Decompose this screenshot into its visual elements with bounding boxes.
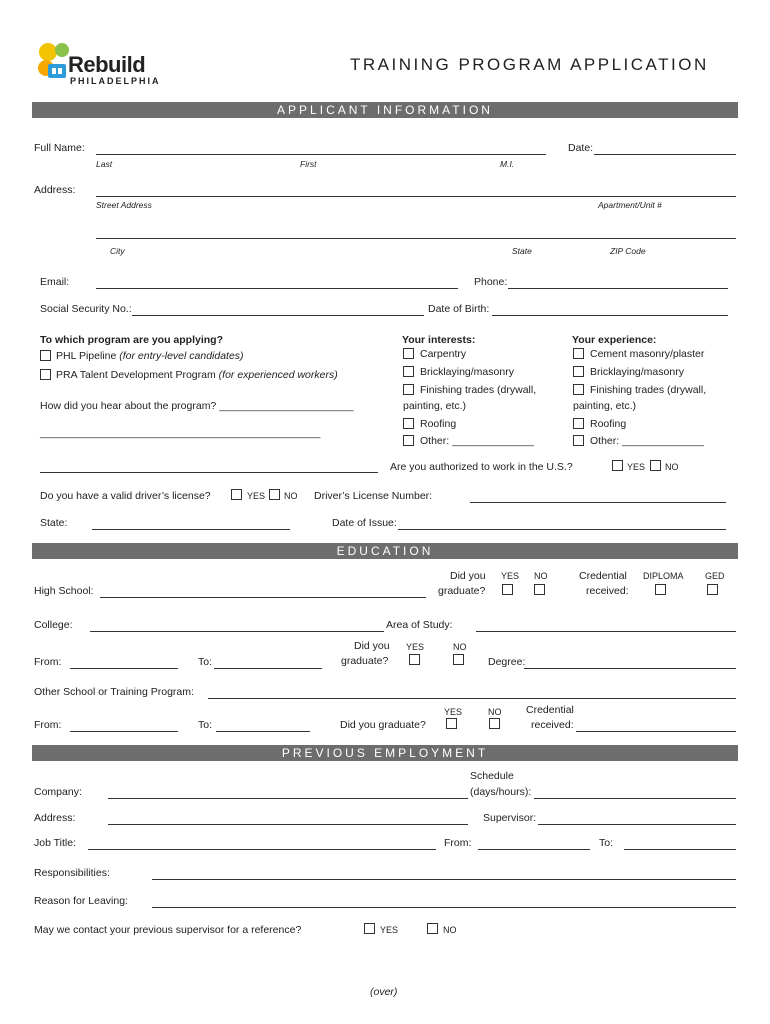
interest-label: Other: ______________ <box>420 435 534 447</box>
company-field[interactable] <box>108 798 468 799</box>
emp-address-field[interactable] <box>108 824 468 825</box>
emp-from-label: From: <box>444 837 472 849</box>
program-question: To which program are you applying? <box>40 334 223 346</box>
other-to-field[interactable] <box>216 731 310 732</box>
college-no-label: NO <box>453 642 467 652</box>
other-yes-label: YES <box>444 707 463 717</box>
ssn-label: Social Security No.: <box>40 303 132 315</box>
other-received: received: <box>531 719 574 731</box>
contact-question: May we contact your previous supervisor for a reference? <box>34 924 302 936</box>
authorized-no-checkbox[interactable] <box>650 460 661 471</box>
area-label: Area of Study: <box>386 619 453 631</box>
college-yes-label: YES <box>406 642 425 652</box>
interest-label: Carpentry <box>420 348 467 360</box>
experience-label: Roofing <box>590 418 627 430</box>
state-caption: State <box>512 246 532 256</box>
experience-label: Bricklaying/masonry <box>590 366 684 378</box>
apt-caption: Apartment/Unit # <box>598 200 662 210</box>
other-school-field[interactable] <box>208 698 736 699</box>
pipeline-note: (for entry-level candidates) <box>119 350 244 362</box>
college-yes-checkbox[interactable] <box>409 654 420 665</box>
job-title-label: Job Title: <box>34 837 77 849</box>
experience-label: Other: ______________ <box>590 435 704 447</box>
license-number-field[interactable] <box>470 502 726 503</box>
other-no-checkbox[interactable] <box>489 718 500 729</box>
authorized-no-label: NO <box>665 462 679 472</box>
college-to-label: To: <box>198 656 213 668</box>
experience-checkbox[interactable] <box>573 435 584 446</box>
interests-title: Your interests: <box>402 334 476 346</box>
days-hours-label: (days/hours): <box>470 786 532 798</box>
schedule-field[interactable] <box>534 798 736 799</box>
interest-checkbox[interactable] <box>403 418 414 429</box>
pra-label: PRA Talent Development Program <box>56 369 216 381</box>
hs-yes-label: YES <box>501 571 520 581</box>
pra-option <box>56 369 338 381</box>
emp-from-field[interactable] <box>478 849 590 850</box>
street-caption: Street Address <box>96 200 152 210</box>
contact-yes-label: YES <box>380 925 399 935</box>
responsibilities-label: Responsibilities: <box>34 867 110 879</box>
college-graduate: graduate? <box>341 655 389 667</box>
other-to-label: To: <box>198 719 213 731</box>
last-caption: Last <box>96 159 113 169</box>
hear-line-2[interactable]: ________________________________________________ <box>40 427 321 439</box>
other-credential: Credential <box>526 704 574 716</box>
authorized-question: Are you authorized to work in the U.S.? <box>390 461 573 473</box>
emp-to-label: To: <box>599 837 614 849</box>
hs-yes-checkbox[interactable] <box>502 584 513 595</box>
issue-field[interactable] <box>398 529 726 530</box>
contact-no-label: NO <box>443 925 457 935</box>
license-yes-checkbox[interactable] <box>231 489 242 500</box>
phone-label: Phone: <box>474 276 508 288</box>
college-to-field[interactable] <box>214 668 322 669</box>
other-from-field[interactable] <box>70 731 178 732</box>
pipeline-label: PHL Pipeline <box>56 350 117 362</box>
college-label: College: <box>34 619 73 631</box>
area-field[interactable] <box>476 631 736 632</box>
ssn-field[interactable] <box>132 315 424 316</box>
hs-credential: Credential <box>579 570 627 582</box>
full-name-field[interactable] <box>96 154 546 155</box>
experience-label: Finishing trades (drywall, <box>590 384 707 396</box>
interest-label-cont: painting, etc.) <box>403 400 467 412</box>
date-field[interactable] <box>594 154 736 155</box>
hs-graduate: graduate? <box>438 585 486 597</box>
experience-label-cont: painting, etc.) <box>573 400 637 412</box>
experience-checkbox[interactable] <box>573 366 584 377</box>
job-title-field[interactable] <box>88 849 436 850</box>
hear-question[interactable]: How did you hear about the program? _______________________ <box>40 400 354 412</box>
license-no-checkbox[interactable] <box>269 489 280 500</box>
interest-label: Roofing <box>420 418 457 430</box>
other-did-you-graduate: Did you graduate? <box>340 719 426 731</box>
email-field[interactable] <box>96 288 458 289</box>
hs-did-you: Did you <box>450 570 486 582</box>
college-no-checkbox[interactable] <box>453 654 464 665</box>
diploma-label: DIPLOMA <box>643 571 684 581</box>
emp-address-label: Address: <box>34 812 76 824</box>
ged-checkbox[interactable] <box>707 584 718 595</box>
schedule-label: Schedule <box>470 770 514 782</box>
reason-field[interactable] <box>152 907 736 908</box>
section-employment-header: PREVIOUS EMPLOYMENT <box>32 745 738 761</box>
authorized-yes-label: YES <box>627 462 646 472</box>
logo-city: PHILADELPHIA <box>70 76 161 86</box>
high-school-field[interactable] <box>100 597 426 598</box>
footer-over: (over) <box>370 986 398 998</box>
section-applicant-header: APPLICANT INFORMATION <box>32 102 738 118</box>
interest-label: Bricklaying/masonry <box>420 366 514 378</box>
other-school-label: Other School or Training Program: <box>34 686 194 698</box>
mi-caption: M.I. <box>500 159 515 169</box>
extra-line[interactable] <box>40 472 378 473</box>
pipeline-checkbox[interactable] <box>40 350 51 361</box>
other-no-label: NO <box>488 707 502 717</box>
street-field[interactable] <box>96 196 736 197</box>
license-no-label: NO <box>284 491 298 501</box>
contact-yes-checkbox[interactable] <box>364 923 375 934</box>
pra-note: (for experienced workers) <box>218 369 338 381</box>
experience-checkbox[interactable] <box>573 384 584 395</box>
experience-label: Cement masonry/plaster <box>590 348 705 360</box>
supervisor-field[interactable] <box>538 824 736 825</box>
diploma-checkbox[interactable] <box>655 584 666 595</box>
city-caption: City <box>110 246 125 256</box>
responsibilities-field[interactable] <box>152 879 736 880</box>
hs-received: received: <box>586 585 629 597</box>
other-yes-checkbox[interactable] <box>446 718 457 729</box>
other-credential-field[interactable] <box>576 731 736 732</box>
first-caption: First <box>300 159 317 169</box>
interest-checkbox[interactable] <box>403 366 414 377</box>
college-from-field[interactable] <box>70 668 178 669</box>
license-yes-label: YES <box>247 491 266 501</box>
phone-field[interactable] <box>508 288 728 289</box>
license-number-label: Driver’s License Number: <box>314 490 433 502</box>
ged-label: GED <box>705 571 725 581</box>
state-label: State: <box>40 517 68 529</box>
hs-no-checkbox[interactable] <box>534 584 545 595</box>
pipeline-option <box>56 350 244 362</box>
authorized-yes-checkbox[interactable] <box>612 460 623 471</box>
city-field[interactable] <box>96 238 736 239</box>
college-field[interactable] <box>90 631 384 632</box>
interest-checkbox[interactable] <box>403 348 414 359</box>
college-did-you: Did you <box>354 640 390 652</box>
full-name-label: Full Name: <box>34 142 85 154</box>
interest-checkbox[interactable] <box>403 435 414 446</box>
contact-no-checkbox[interactable] <box>427 923 438 934</box>
interest-checkbox[interactable] <box>403 384 414 395</box>
zip-caption: ZIP Code <box>610 246 646 256</box>
state-field[interactable] <box>92 529 290 530</box>
license-question: Do you have a valid driver’s license? <box>40 490 211 502</box>
college-from-label: From: <box>34 656 62 668</box>
pra-checkbox[interactable] <box>40 369 51 380</box>
experience-checkbox[interactable] <box>573 418 584 429</box>
page-title: TRAINING PROGRAM APPLICATION <box>350 55 709 74</box>
date-label: Date: <box>568 142 594 154</box>
section-education-header: EDUCATION <box>32 543 738 559</box>
address-label: Address: <box>34 184 76 196</box>
degree-field[interactable] <box>524 668 736 669</box>
emp-to-field[interactable] <box>624 849 736 850</box>
company-label: Company: <box>34 786 82 798</box>
logo <box>34 40 164 88</box>
experience-checkbox[interactable] <box>573 348 584 359</box>
high-school-label: High School: <box>34 585 94 597</box>
dob-label: Date of Birth: <box>428 303 490 315</box>
email-label: Email: <box>40 276 70 288</box>
dob-field[interactable] <box>492 315 728 316</box>
supervisor-label: Supervisor: <box>483 812 537 824</box>
experience-title: Your experience: <box>572 334 657 346</box>
other-from-label: From: <box>34 719 62 731</box>
issue-label: Date of Issue: <box>332 517 397 529</box>
hs-no-label: NO <box>534 571 548 581</box>
degree-label: Degree: <box>488 656 526 668</box>
logo-name: Rebuild <box>68 52 146 77</box>
reason-label: Reason for Leaving: <box>34 895 128 907</box>
interest-label: Finishing trades (drywall, <box>420 384 537 396</box>
